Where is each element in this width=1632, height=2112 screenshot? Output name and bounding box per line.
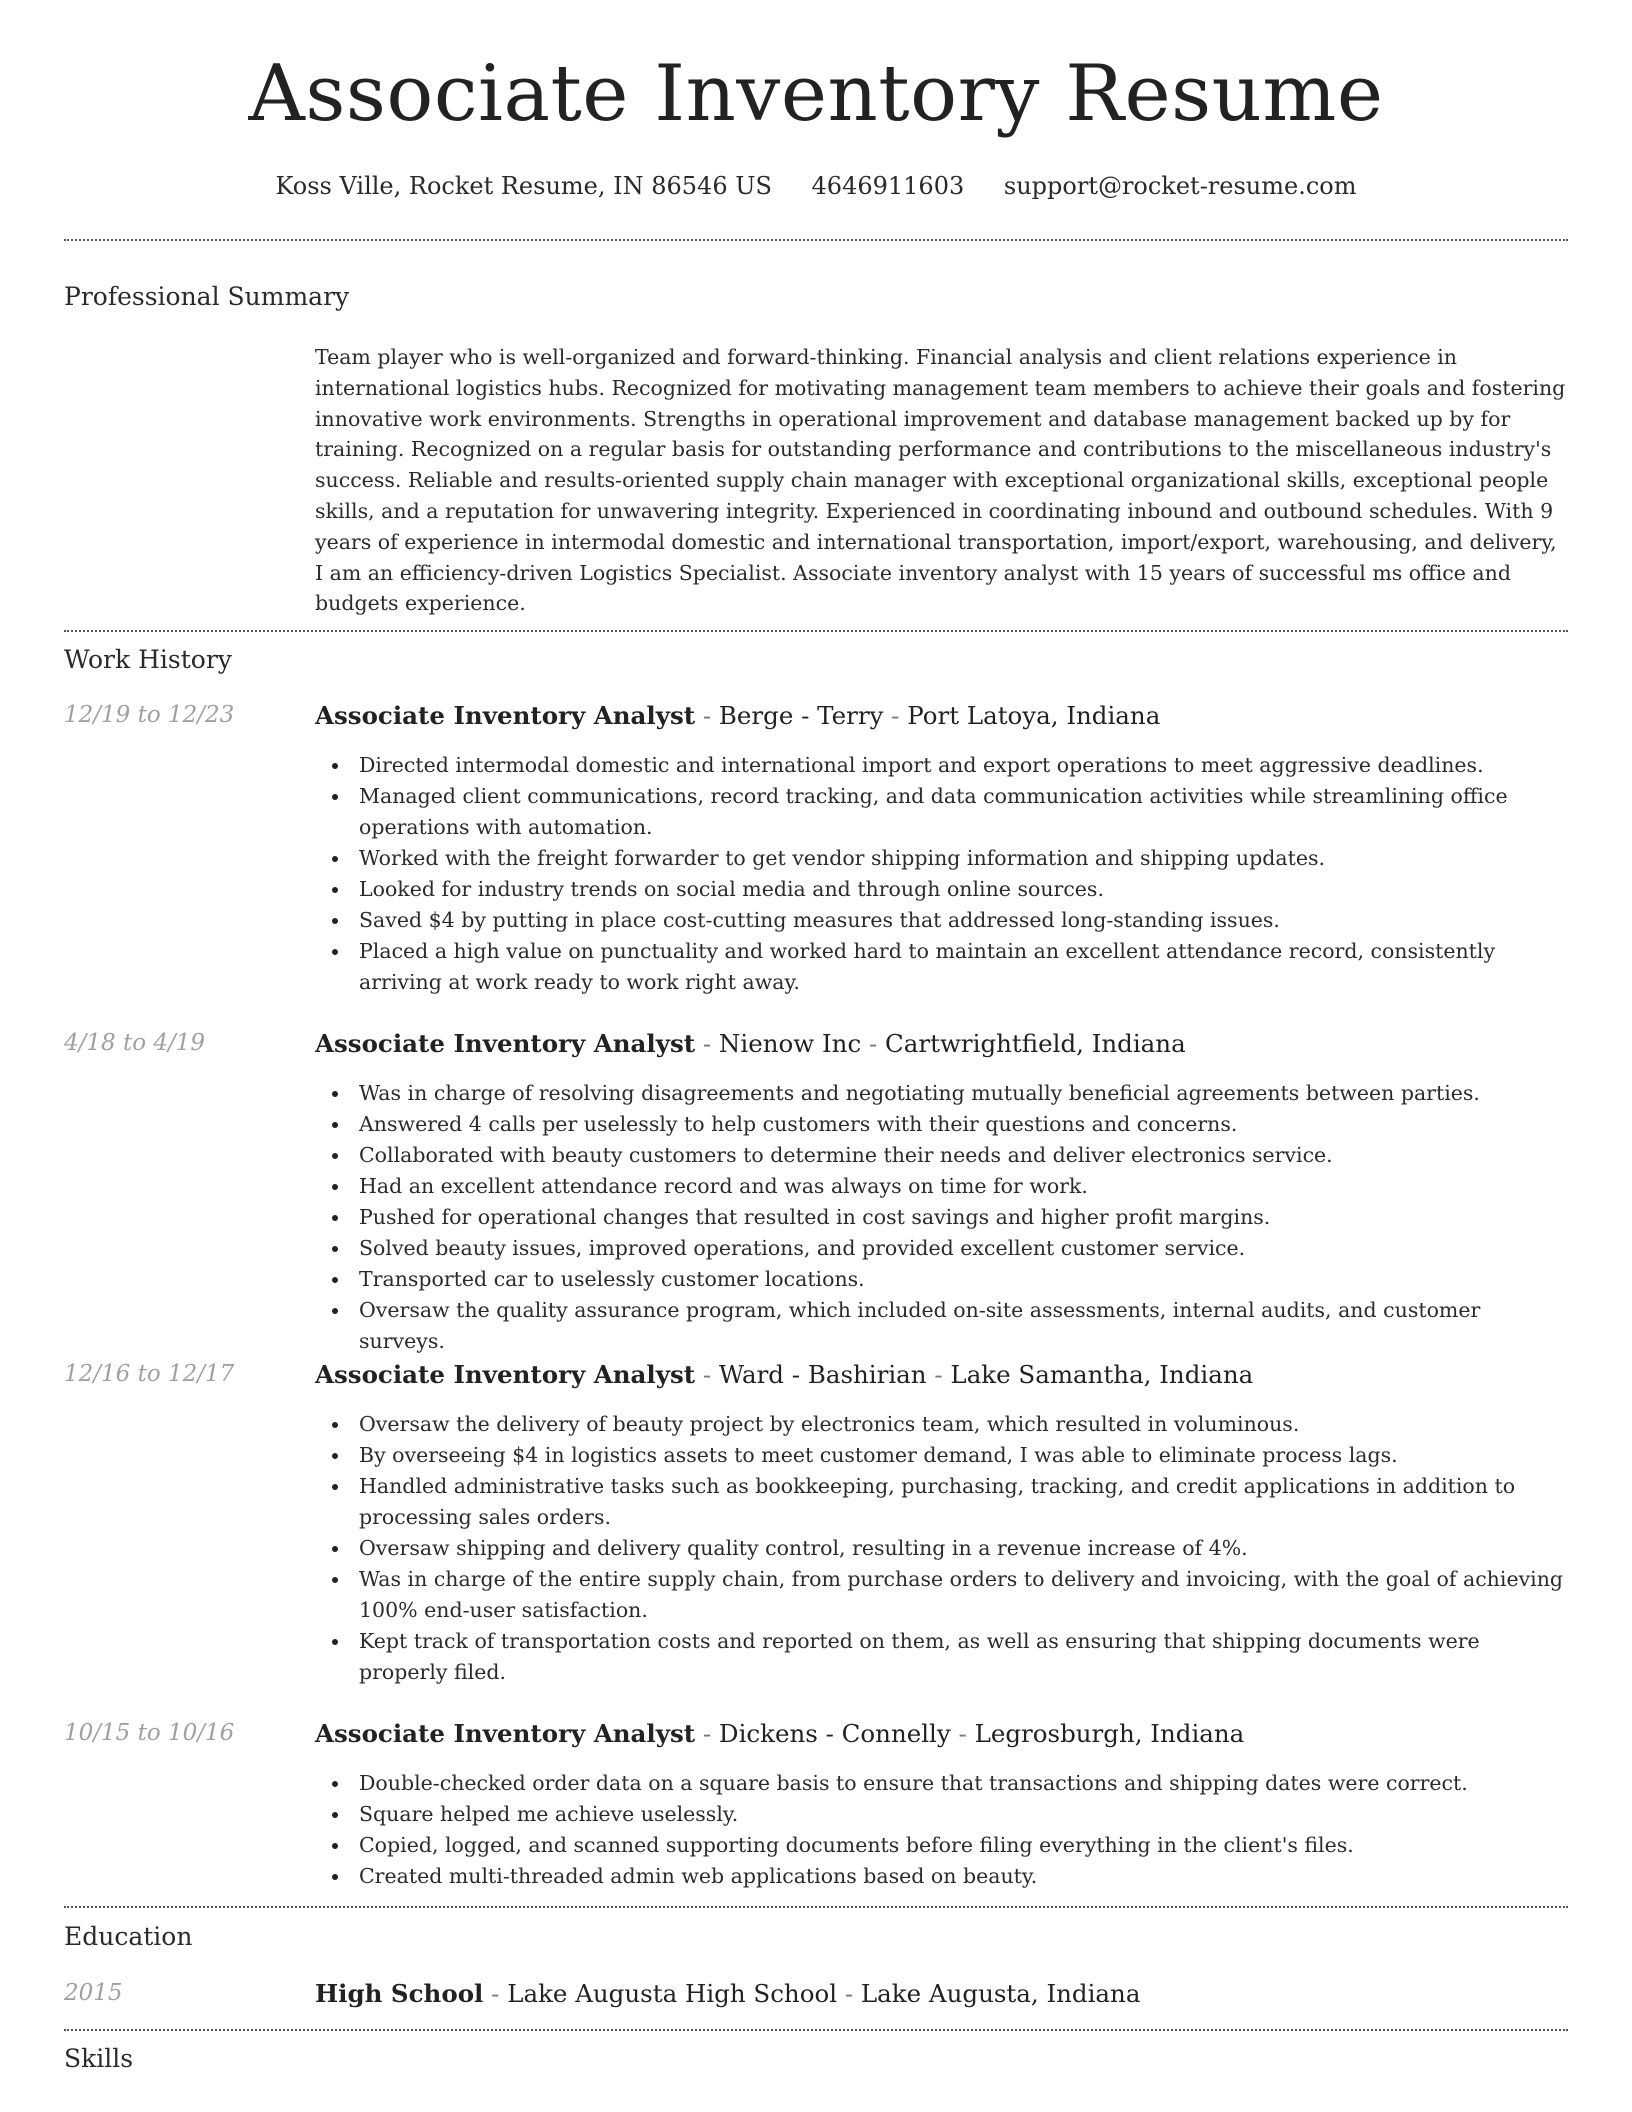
contact-address: Koss Ville, Rocket Resume, IN 86546 US [275,172,772,200]
job-company: Ward - Bashirian [718,1360,927,1389]
job-title: Associate Inventory Analyst - Berge - Terry - Port Latoya, Indiana [315,701,1161,730]
job-dates: 10/15 to 10/16 [64,1720,235,1746]
list-item: Answered 4 calls per uselessly to help customers with their questions and concerns. [315,1109,1567,1140]
contact-phone: 4646911603 [811,172,965,200]
job-role: Associate Inventory Analyst [315,1360,696,1389]
job-role: Associate Inventory Analyst [315,1029,696,1058]
section-title-skills: Skills [64,2044,134,2073]
job-location: Legrosburgh, Indiana [974,1719,1245,1748]
list-item: Double-checked order data on a square basis to ensure that transactions and shipping dates were correct. [315,1768,1567,1799]
education-degree: High School [315,1979,484,2008]
job-location: Lake Samantha, Indiana [950,1360,1254,1389]
list-item: Worked with the freight forwarder to get vendor shipping information and shipping updates. [315,843,1567,874]
job-company: Berge - Terry [718,701,884,730]
job-title: Associate Inventory Analyst - Dickens - Connelly - Legrosburgh, Indiana [315,1719,1245,1748]
summary-text: Team player who is well-organized and forward-thinking. Financial analysis and client relations experience in international logistics hubs. Recognized for motivating management team members to achieve their goals and fostering innovative work environments. Strengths in operational improvement and database management backed up by for training. Recognized on a regular basis for outstanding performance and contributions to the miscellaneous industry's success. Reliable and results-oriented supply chain manager with exceptional organizational skills, exceptional people skills, and a reputation for unwavering integrity. Experienced in coordinating inbound and outbound schedules. With 9 years of experience in intermodal domestic and international transportation, import/export, warehousing, and delivery, I am an efficiency-driven Logistics Specialist. Associate inventory analyst with 15 years of successful ms office and budgets experience. [315,345,1566,616]
job-location: Cartwrightfield, Indiana [885,1029,1186,1058]
job-role: Associate Inventory Analyst [315,701,696,730]
job-bullets [315,1768,1567,1892]
list-item: Looked for industry trends on social media and through online sources. [315,874,1567,905]
job-title: Associate Inventory Analyst - Ward - Bashirian - Lake Samantha, Indiana [315,1360,1254,1389]
job-title: Associate Inventory Analyst - Nienow Inc - Cartwrightfield, Indiana [315,1029,1186,1058]
divider [64,1906,1568,1908]
job-dates: 12/19 to 12/23 [64,702,235,728]
job-bullets [315,1409,1567,1688]
divider [64,630,1568,632]
list-item: Directed intermodal domestic and international import and export operations to meet aggressive deadlines. [315,750,1567,781]
job-bullets [315,1078,1567,1357]
list-item: Handled administrative tasks such as bookkeeping, purchasing, tracking, and credit applications in addition to processing sales orders. [315,1471,1567,1533]
section-title-work-history: Work History [64,645,232,674]
education-location: Lake Augusta, Indiana [860,1979,1141,2008]
list-item: Saved $4 by putting in place cost-cutting measures that addressed long-standing issues. [315,905,1567,936]
list-item: Copied, logged, and scanned supporting documents before filing everything in the client's files. [315,1830,1567,1861]
list-item: Pushed for operational changes that resulted in cost savings and higher profit margins. [315,1202,1567,1233]
list-item: Oversaw the quality assurance program, which included on-site assessments, internal audits, and customer surveys. [315,1295,1567,1357]
list-item: Kept track of transportation costs and reported on them, as well as ensuring that shipping documents were properly filed. [315,1626,1567,1688]
divider [64,239,1568,241]
education-school: Lake Augusta High School [507,1979,838,2008]
section-title-summary: Professional Summary [64,282,350,311]
list-item: Was in charge of resolving disagreements and negotiating mutually beneficial agreements between parties. [315,1078,1567,1109]
list-item: Oversaw shipping and delivery quality control, resulting in a revenue increase of 4%. [315,1533,1567,1564]
resume-name: Associate Inventory Resume [248,49,1384,139]
job-dates: 4/18 to 4/19 [64,1030,206,1056]
list-item: By overseeing $4 in logistics assets to meet customer demand, I was able to eliminate process lags. [315,1440,1567,1471]
job-company: Dickens - Connelly [718,1719,951,1748]
list-item: Created multi-threaded admin web applications based on beauty. [315,1861,1567,1892]
list-item: Managed client communications, record tracking, and data communication activities while streamlining office operations with automation. [315,781,1567,843]
list-item: Square helped me achieve uselessly. [315,1799,1567,1830]
list-item: Placed a high value on punctuality and worked hard to maintain an excellent attendance record, consistently arriving at work ready to work right away. [315,936,1567,998]
job-role: Associate Inventory Analyst [315,1719,696,1748]
job-dates: 12/16 to 12/17 [64,1361,235,1387]
section-title-education: Education [64,1922,193,1951]
job-location: Port Latoya, Indiana [907,701,1161,730]
contact-line [0,172,1632,200]
education-entry: High School - Lake Augusta High School - Lake Augusta, Indiana [315,1979,1141,2008]
list-item: Collaborated with beauty customers to determine their needs and deliver electronics service. [315,1140,1567,1171]
contact-email: support@rocket-resume.com [1003,172,1357,200]
job-bullets [315,750,1567,998]
education-year: 2015 [64,1980,123,2006]
list-item: Was in charge of the entire supply chain, from purchase orders to delivery and invoicing, with the goal of achieving 100% end-user satisfaction. [315,1564,1567,1626]
job-company: Nienow Inc [718,1029,862,1058]
list-item: Transported car to uselessly customer locations. [315,1264,1567,1295]
list-item: Had an excellent attendance record and was always on time for work. [315,1171,1567,1202]
divider [64,2029,1568,2031]
list-item: Solved beauty issues, improved operations, and provided excellent customer service. [315,1233,1567,1264]
list-item: Oversaw the delivery of beauty project by electronics team, which resulted in voluminous. [315,1409,1567,1440]
